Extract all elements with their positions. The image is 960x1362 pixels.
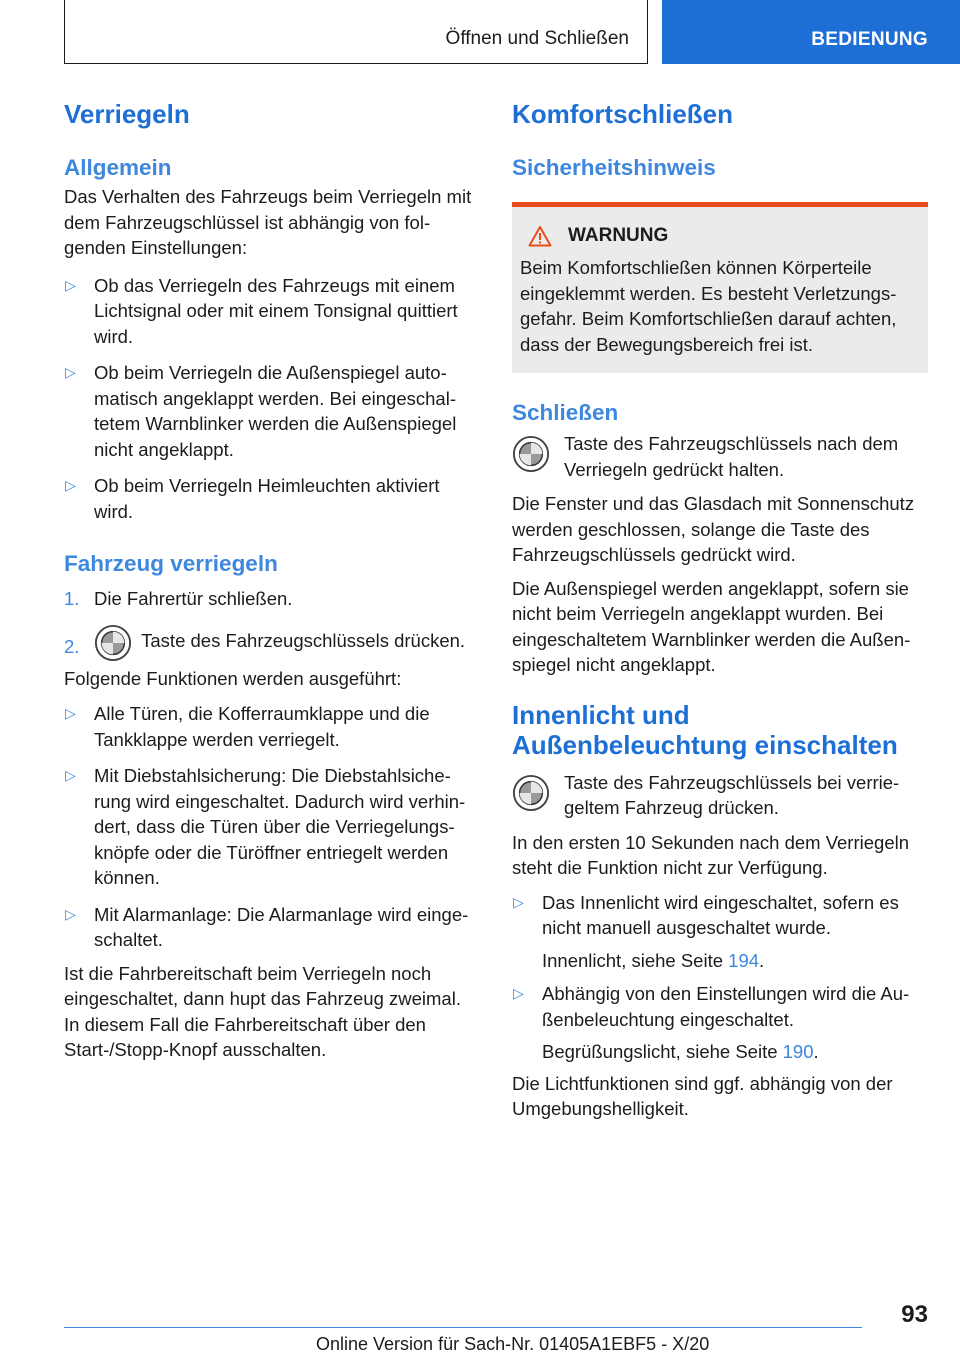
list-item: ▷ Abhängig von den Einstellungen wird die Außenbeleuchtung eingeschaltet. Begrüßungslicht, siehe Seite 190. bbox=[513, 983, 910, 1062]
schliessen-p2: Die Außenspiegel werden angeklappt, sofern sie nicht beim Verriegeln angeklappt wurden. Bei eingeschaltetem Warnblinker werden die Außenspiegel nicht angeklappt. bbox=[512, 577, 911, 675]
left-column bbox=[64, 98, 480, 1063]
header-section-box bbox=[64, 0, 648, 64]
warning-triangle-icon bbox=[528, 225, 552, 247]
list-item: ▷ Das Innenlicht wird eingeschaltet, sofern es nicht manuell ausgeschaltet wurde. Innenlicht, siehe Seite 194. bbox=[513, 891, 899, 971]
innenlicht-p1: In den ersten 10 Sekunden nach dem Verriegeln steht die Funktion nicht zur Verfügung. bbox=[512, 831, 910, 878]
fahrzeug-closing: Ist die Fahrbereitschaft beim Verriegeln noch eingeschaltet, dann hupt das Fahrzeug zweimal. In diesem Fall die Fahrbereitschaft über den Start-/Stopp-Knopf ausschalten. bbox=[64, 962, 461, 1060]
functions-intro: Folgende Funktionen werden ausgeführt: bbox=[64, 667, 402, 689]
page-link-190[interactable]: 190 bbox=[782, 1041, 814, 1062]
warning-box bbox=[512, 202, 928, 373]
allgemein-list bbox=[64, 273, 480, 525]
right-column bbox=[512, 98, 928, 1122]
heading-sicherheitshinweis: Sicherheitshinweis bbox=[512, 155, 716, 180]
heading-fahrzeug-verriegeln: Fahrzeug verriegeln bbox=[64, 551, 278, 576]
key-button-icon bbox=[94, 624, 132, 662]
chapter-tab bbox=[662, 0, 960, 64]
page-number: 93 bbox=[901, 1301, 928, 1328]
schliessen-icon-paragraph: Taste des Fahrzeugschlüssels nach dem Verriegeln gedrückt halten. bbox=[512, 431, 928, 482]
list-item: ▷ Mit Diebstahlsicherung: Die Diebstahlsicherung wird eingeschaltet. Dadurch wird verhindert, dass die Türen über die Verriegelungsknöpfe oder die Türöffner entriegelt werden können. bbox=[65, 765, 466, 888]
heading-komfortschliessen: Komfortschließen bbox=[512, 99, 734, 129]
steps-list bbox=[64, 586, 480, 662]
list-item: ▷ Alle Türen, die Kofferraumklappe und die Tankklappe werden verriegelt. bbox=[65, 703, 430, 750]
warning-text: Beim Komfortschließen können Körperteile eingeklemmt werden. Es besteht Verletzungsgefahr. Beim Komfortschließen darauf achten, dass der Bewegungsbereich frei ist. bbox=[520, 257, 897, 355]
innenlicht-list bbox=[512, 890, 928, 1065]
list-arrow-icon: ▷ bbox=[65, 477, 76, 493]
heading-allgemein: Allgemein bbox=[64, 155, 172, 180]
allgemein-intro: Das Verhalten des Fahrzeugs beim Verriegeln mit dem Fahrzeugschlüssel ist abhängig von folgenden Einstellungen: bbox=[64, 186, 472, 258]
list-item: ▷ Ob beim Verriegeln Heimleuchten aktiviert wird. bbox=[65, 475, 440, 522]
list-arrow-icon: ▷ bbox=[513, 893, 524, 910]
functions-list bbox=[64, 701, 480, 953]
list-arrow-icon: ▷ bbox=[513, 985, 524, 1001]
warning-title: WARNUNG bbox=[568, 225, 669, 246]
heading-schliessen: Schließen bbox=[512, 400, 619, 425]
page-link-194[interactable]: 194 bbox=[728, 949, 760, 971]
chapter-tab-label: BEDIENUNG bbox=[811, 29, 928, 50]
list-item: ▷ Ob das Verriegeln des Fahrzeugs mit einem Lichtsignal oder mit einem Tonsignal quittiert wird. bbox=[65, 274, 458, 347]
schliessen-p1: Die Fenster und das Glasdach mit Sonnenschutz werden geschlossen, solange die Taste des Fahrzeugschlüssels gedrückt wird. bbox=[512, 493, 915, 565]
step-item: 2. Taste des Fahrzeugschlüssels drücken. bbox=[64, 624, 480, 662]
key-button-icon bbox=[512, 435, 550, 473]
section-title: Öffnen und Schließen bbox=[445, 28, 629, 49]
heading-verriegeln: Verriegeln bbox=[64, 99, 190, 129]
list-arrow-icon: ▷ bbox=[65, 276, 76, 293]
list-arrow-icon: ▷ bbox=[65, 905, 76, 922]
heading-innenlicht: Innenlicht und Außenbeleuchtung einschalten bbox=[512, 699, 898, 760]
list-arrow-icon: ▷ bbox=[65, 767, 76, 783]
innenlicht-icon-paragraph: Taste des Fahrzeugschlüssels bei verriegeltem Fahrzeug drücken. bbox=[512, 770, 928, 821]
list-arrow-icon: ▷ bbox=[65, 364, 76, 380]
list-arrow-icon: ▷ bbox=[65, 705, 76, 721]
step-item: 1. Die Fahrertür schließen. bbox=[64, 588, 293, 609]
list-item: ▷ Ob beim Verriegeln die Außenspiegel automatisch angeklappt werden. Bei eingeschaltetem Warnblinker werden die Außenspiegel nicht angeklappt. bbox=[65, 362, 457, 460]
footer-online-version: Online Version für Sach-Nr. 01405A1EBF5 - X/20 bbox=[316, 1334, 710, 1354]
innenlicht-closing: Die Lichtfunktionen sind ggf. abhängig von der Umgebungshelligkeit. bbox=[512, 1072, 893, 1119]
footer-divider bbox=[64, 1327, 862, 1328]
key-button-icon bbox=[512, 774, 550, 812]
list-item: ▷ Mit Alarmanlage: Die Alarmanlage wird eingeschaltet. bbox=[65, 903, 469, 950]
